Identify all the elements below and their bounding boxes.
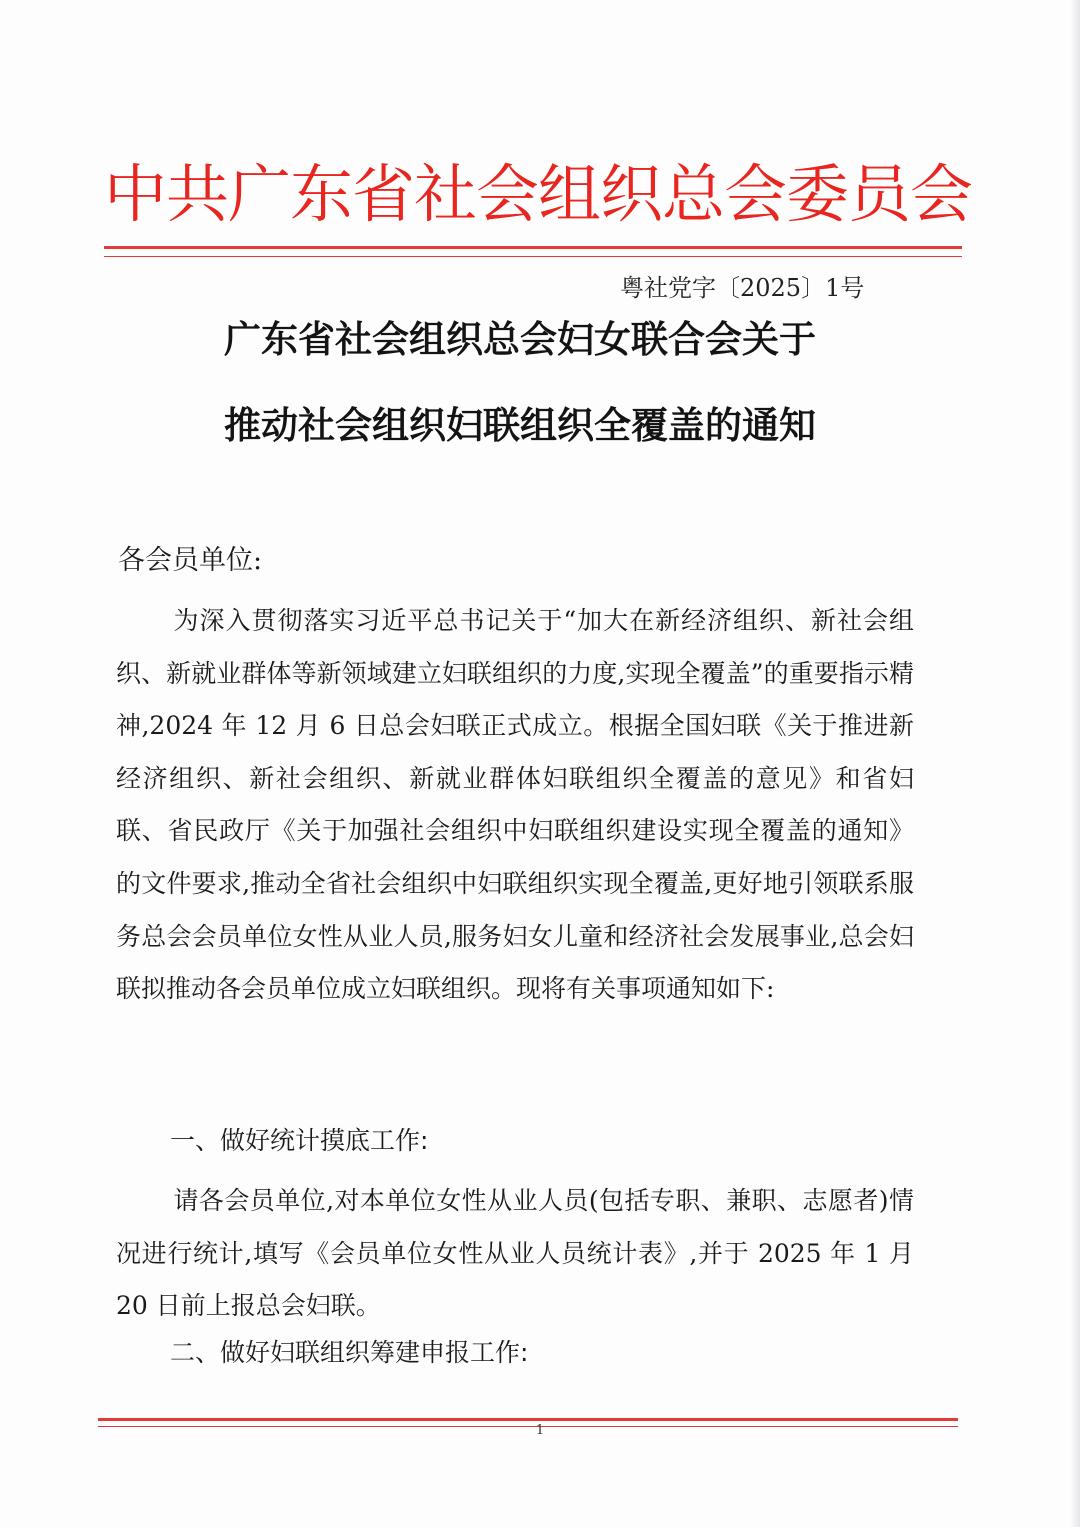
page-edge-shadow: [1070, 0, 1080, 1527]
section-2-heading: 二、做好妇联组织筹建申报工作:: [170, 1338, 529, 1367]
section-1-heading: 一、做好统计摸底工作:: [170, 1126, 429, 1155]
footer-red-rule: [98, 1418, 958, 1421]
page-number: 1: [535, 1423, 545, 1438]
issuing-authority-header: 中共广东省社会组织总会委员会: [104, 158, 972, 231]
header-red-rule: [104, 246, 962, 249]
header-red-rule-thin: [104, 256, 962, 257]
document-number: 粤社党字〔2025〕1号: [620, 274, 865, 302]
section-1-paragraph: 请各会员单位,对本单位女性从业人员(包括专职、兼职、志愿者)情况进行统计,填写《会员单位女性从业人员统计表》,并于 2025 年 1 月 20 日前上报总会妇联。: [116, 1186, 914, 1321]
salutation: 各会员单位:: [118, 545, 263, 576]
body-paragraph: 为深入贯彻落实习近平总书记关于“加大在新经济组织、新社会组织、新就业群体等新领域建立妇联组织的力度,实现全覆盖”的重要指示精神,2024 年 12 月 6 日总会妇联正式成立。根据全国妇联《关于推进新经济组织、新社会组织、新就业群体妇联组织全覆盖的意见》和省妇联、省民政厅《关于加强社会组织中妇联组织建设实现全覆盖的通知》的文件要求,推动全省社会组织中妇联组织实现全覆盖,更好地引领联系服务总会会员单位女性从业人员,服务妇女儿童和经济社会发展事业,总会妇联拟推动各会员单位成立妇联组织。现将有关事项通知如下:: [116, 606, 914, 1004]
document-title-line-2: 推动社会组织妇联组织全覆盖的通知: [224, 404, 816, 447]
document-title-line-1: 广东省社会组织总会妇女联合会关于: [224, 318, 816, 361]
